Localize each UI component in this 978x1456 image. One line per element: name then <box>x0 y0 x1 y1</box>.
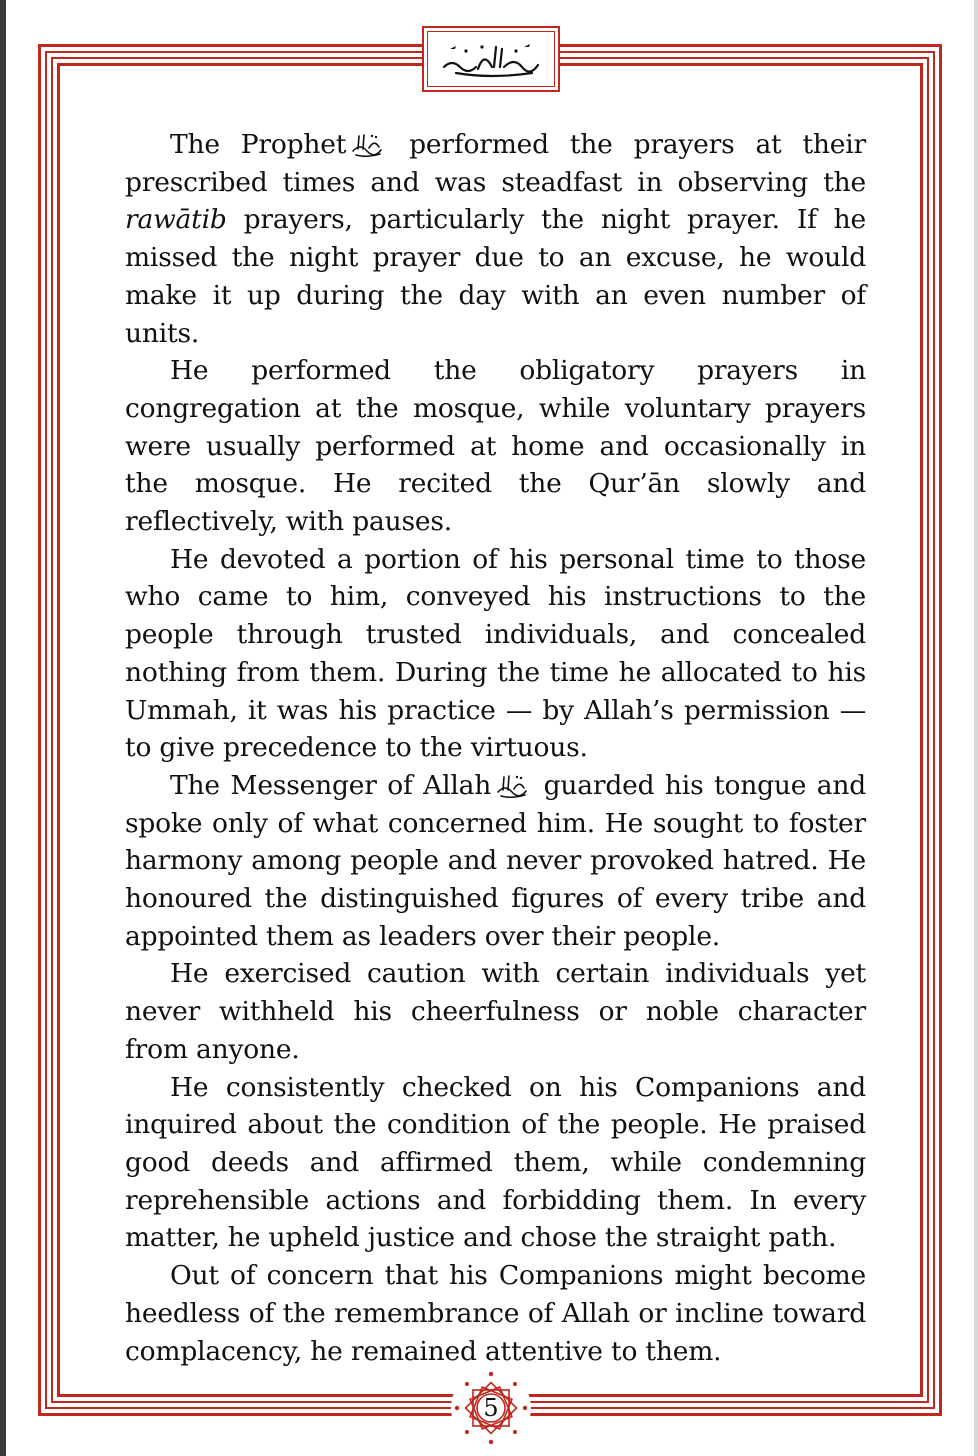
header-title-box <box>422 26 560 92</box>
paragraph-7: Out of concern that his Companions might become heedless of the remembrance of Allah or incline toward complacency, he remained attentive to them. <box>125 1260 866 1367</box>
viewer-edge-right <box>974 0 978 1456</box>
paragraph-5: He exercised caution with certain individuals yet never withheld his cheerfulness or noble character from anyone. <box>125 958 866 1065</box>
paragraph-1-italic-term: rawātib <box>125 204 227 236</box>
page-number-badge <box>451 1368 531 1448</box>
paragraph-1-middle: performed the prayers at their prescribed times and was steadfast in observing the <box>125 129 866 198</box>
salawat-calligraphy-icon <box>495 772 529 798</box>
paragraph-4-end: guarded his tongue and spoke only of what concerned him. He sought to foster harmony among people and never provoked hatred. He honoured the distinguished figures of every tribe and appointed them as leaders over their people. <box>125 769 867 952</box>
paragraph-4-start: The Messenger of Allah <box>170 769 492 801</box>
paragraph-4 <box>125 767 866 956</box>
paragraph-2: He performed the obligatory prayers in congregation at the mosque, while voluntary prayers were usually performed at home and occasionally in the mosque. He recited the Qur’ān slowly and reflectively, with pauses. <box>125 355 866 538</box>
paragraph-1 <box>125 126 866 352</box>
viewer-edge <box>0 0 6 1456</box>
paragraph-1-start: The Prophet <box>170 129 347 160</box>
body-text <box>125 126 866 1370</box>
paragraph-3: He devoted a portion of his personal time to those who came to him, conveyed his instructions to the people through trusted individuals, and concealed nothing from them. During the time he allocated to his Ummah, it was his practice — by Allah’s permission — to give precedence to the virtuous. <box>125 543 866 764</box>
page-number: 5 <box>483 1394 499 1422</box>
paragraph-1-end: prayers, particularly the night prayer. If he missed the night prayer due to an excuse, he would make it up during the day with an even number of units. <box>125 204 866 349</box>
calligraphy-ornament-icon <box>436 37 546 81</box>
salawat-calligraphy-icon <box>350 131 384 157</box>
paragraph-6: He consistently checked on his Companions and inquired about the condition of the people. He praised good deeds and affirmed them, while condemning reprehensible actions and forbidding them. In every matter, he upheld justice and chose the straight path. <box>125 1071 866 1254</box>
